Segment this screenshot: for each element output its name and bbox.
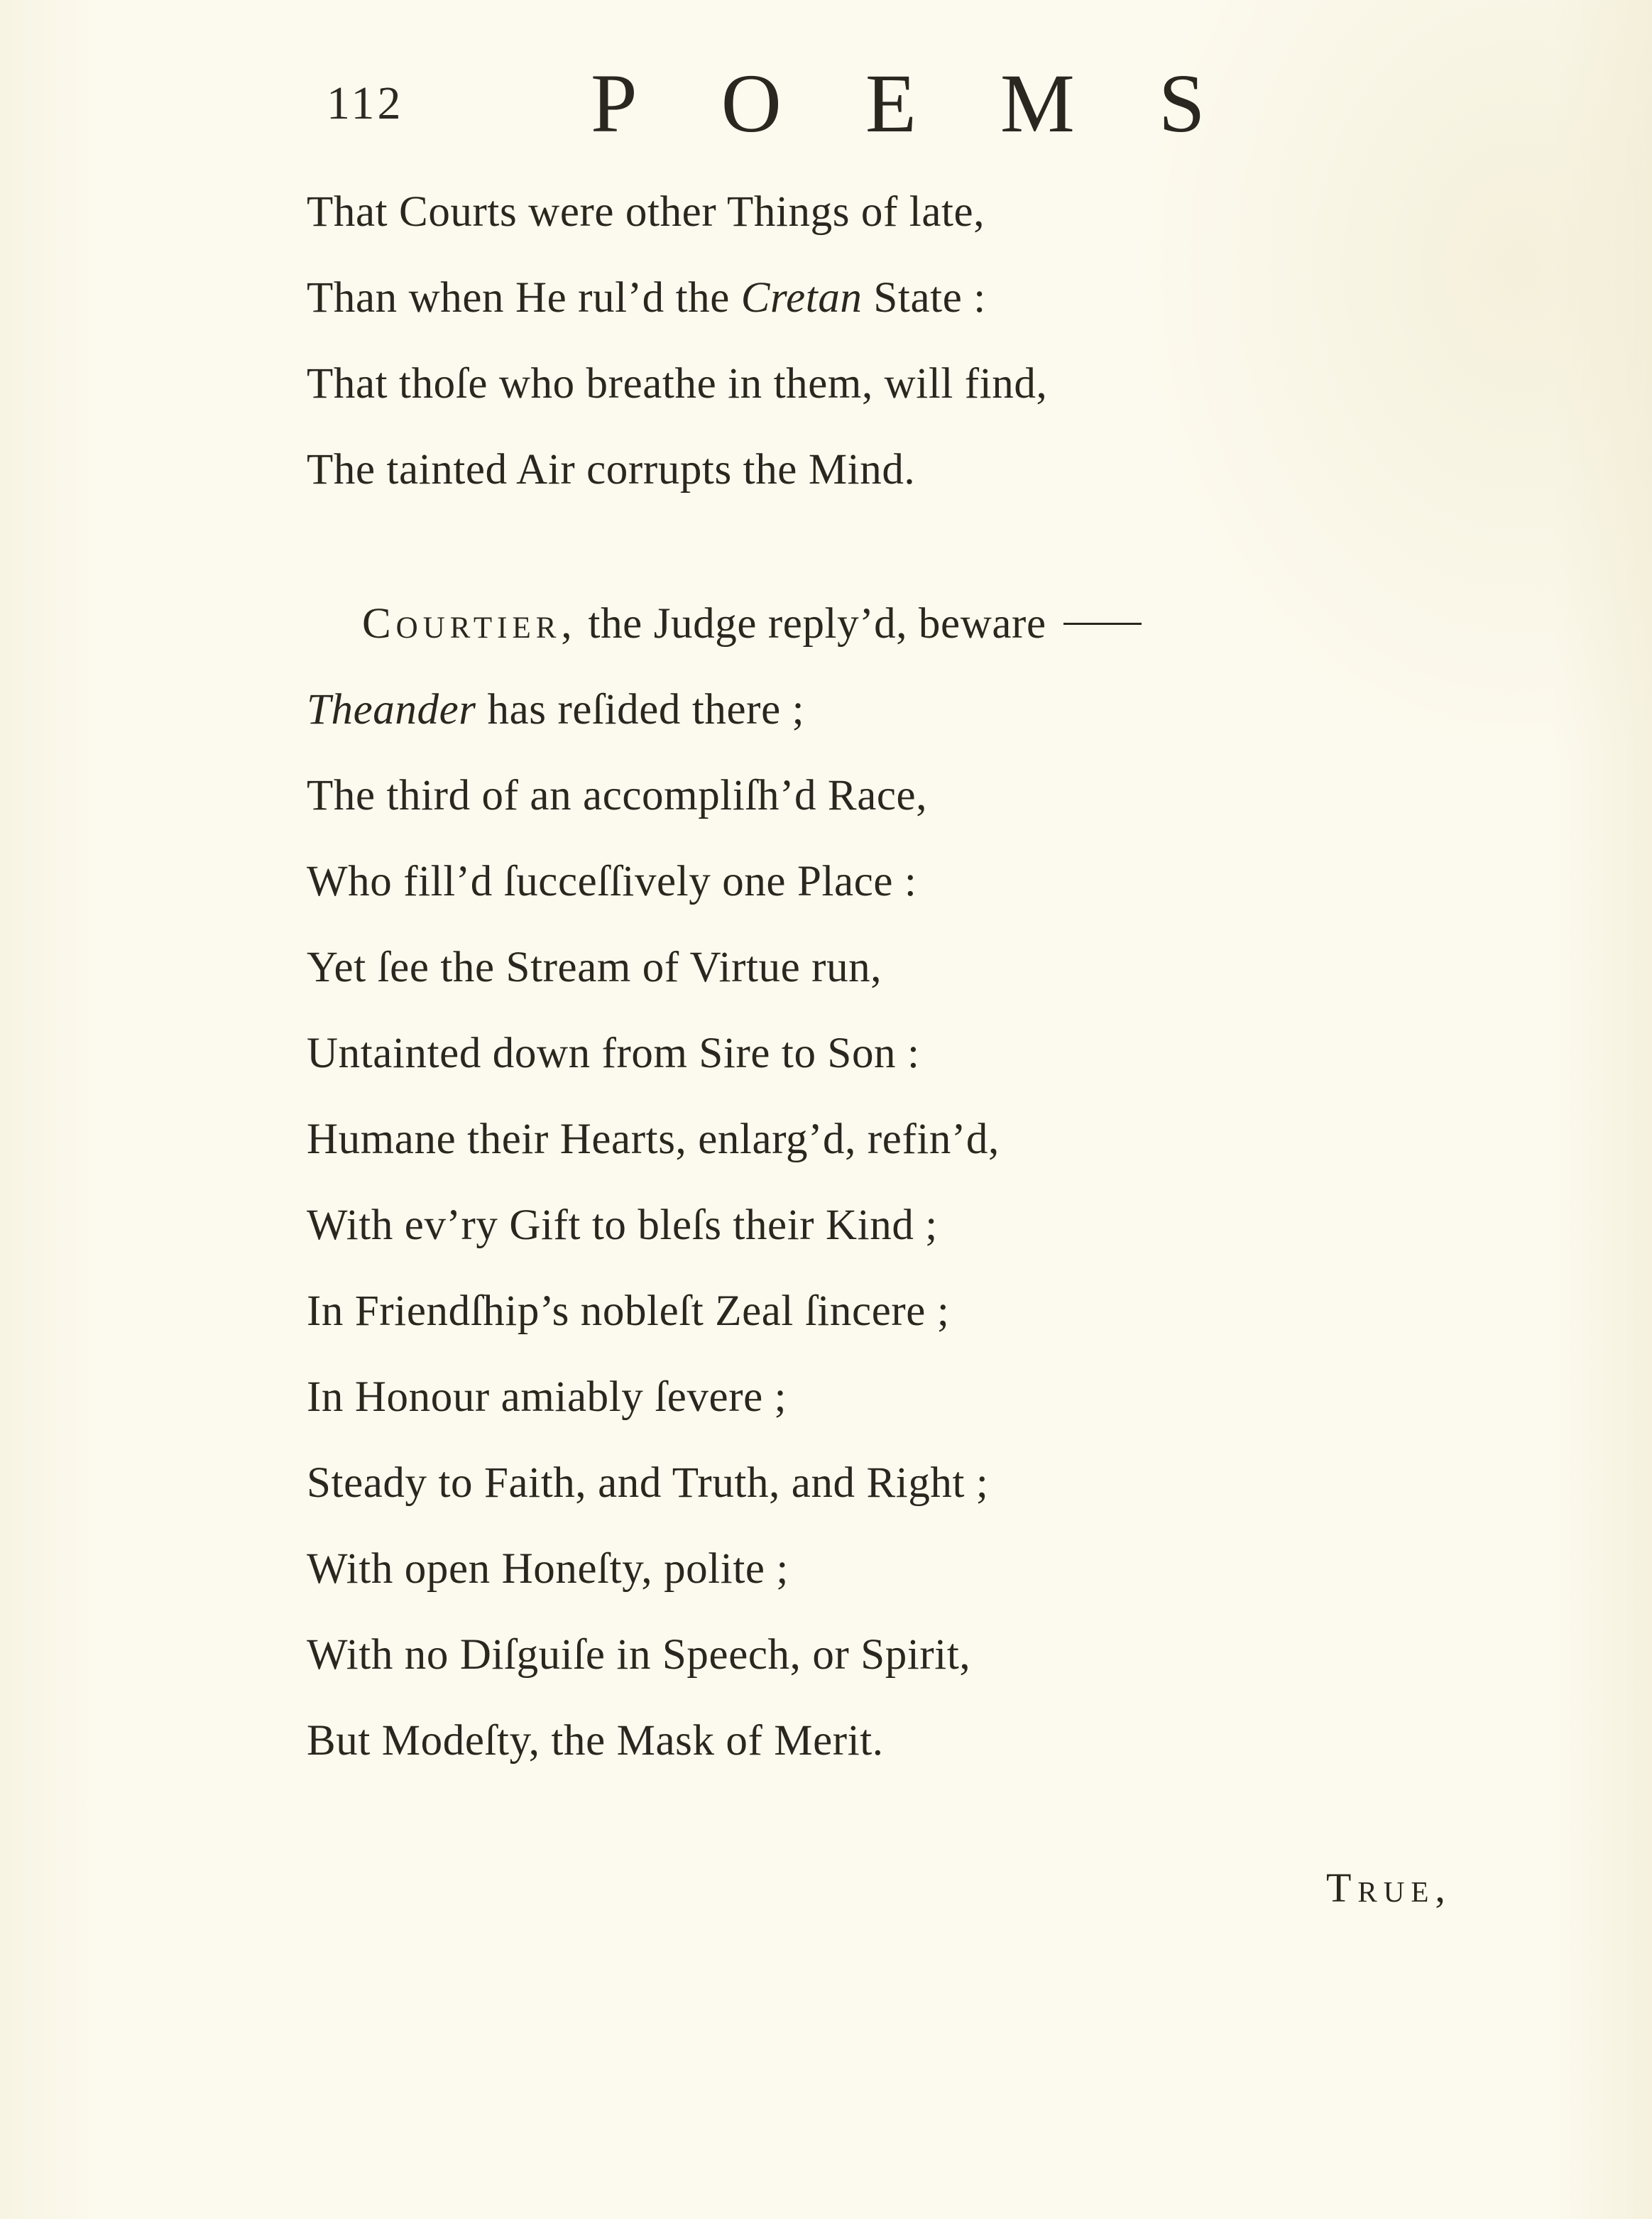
poem-line-start: Than when He rul’d the [307,274,741,322]
poem-line: But Modeſty, the Mask of Merit. [307,1717,884,1765]
poem-line-opening [307,581,1142,667]
poem-line: The tainted Air corrupts the Mind. [307,446,916,494]
poem-line: Untainted down from Sire to Son : [307,1030,920,1077]
poem-line: In Honour amiably ſevere ; [307,1373,787,1421]
poem-line: With ev’ry Gift to bleſs their Kind ; [307,1201,938,1249]
poem-line: That thoſe who breathe in them, will find, [307,360,1048,408]
poem-line-end: State : [862,274,986,322]
poem-line: Steady to Faith, and Truth, and Right ; [307,1459,989,1507]
poem-line [307,255,1047,341]
catchword: True, [1326,1865,1452,1911]
poem-line: With no Diſguiſe in Speech, or Spirit, [307,1631,971,1679]
poem-line: Humane their Hearts, enlarg’d, refin’d, [307,1116,1000,1163]
small-caps-word: Courtier, [362,600,577,648]
poem-line: With open Honeſty, polite ; [307,1545,789,1593]
poem-line: Yet ſee the Stream of Virtue run, [307,944,882,991]
poem-line-rest: the Judge reply’d, beware [576,600,1046,648]
poem-line [307,667,1142,753]
italic-word: Cretan [740,274,863,322]
stanza-1 [307,169,1047,513]
running-title: POEMS [591,57,1289,150]
poem-line-end: has reſided there ; [476,686,805,734]
stanza-2 [307,581,1142,1784]
poem-line: Who fill’d ſucceſſively one Place : [307,858,917,905]
italic-word: Theander [307,686,476,734]
page-header [312,55,1289,150]
poem-line: In Friendſhip’s nobleſt Zeal ſincere ; [307,1287,950,1335]
poem-line: The third of an accompliſh’d Race, [307,772,928,819]
dash-rule [1063,623,1142,625]
page-number: 112 [327,77,404,129]
poem-line: That Courts were other Things of late, [307,188,985,236]
